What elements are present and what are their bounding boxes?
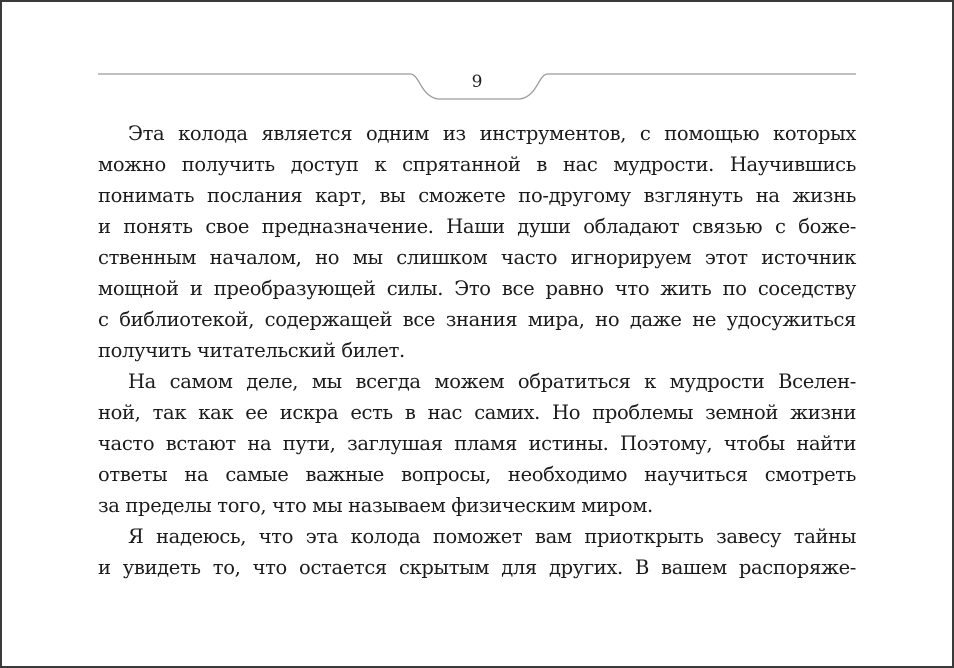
text-line: На самом деле, мы всегда можем обратиться к мудрости Вселен- <box>128 370 856 393</box>
text-line: мощной и преобразующей силы. Это все равно что жить по соседству <box>98 277 856 300</box>
text-line: ственным началом, но мы слишком часто игнорируем этот источник <box>98 246 856 269</box>
text-line: и понять свое предназначение. Наши души обладают связью с боже- <box>98 215 856 238</box>
text-line: и увидеть то, что остается скрытым для других. В вашем распоряже- <box>98 556 856 579</box>
text-line: получить читательский билет. <box>98 339 405 362</box>
page-header <box>2 2 954 112</box>
text-line: за пределы того, что мы называем физическим миром. <box>98 494 653 517</box>
header-rule <box>2 2 954 112</box>
text-line: ной, так как ее искра есть в нас самих. Но проблемы земной жизни <box>98 401 856 424</box>
text-line: можно получить доступ к спрятанной в нас мудрости. Научившись <box>98 153 856 176</box>
text-line: часто встают на пути, заглушая пламя истины. Поэтому, чтобы найти <box>98 432 856 455</box>
text-line: Эта колода является одним из инструментов, с помощью которых <box>128 122 856 145</box>
text-line: ответы на самые важные вопросы, необходимо научиться смотреть <box>98 463 856 486</box>
text-line: Я надеюсь, что эта колода поможет вам приоткрыть завесу тайны <box>128 525 856 548</box>
text-line: с библиотекой, содержащей все знания мира, но даже не удосужиться <box>98 308 856 331</box>
body-text <box>98 118 856 583</box>
text-line: понимать послания карт, вы сможете по-другому взглянуть на жизнь <box>98 184 856 207</box>
page-number: 9 <box>471 72 483 92</box>
